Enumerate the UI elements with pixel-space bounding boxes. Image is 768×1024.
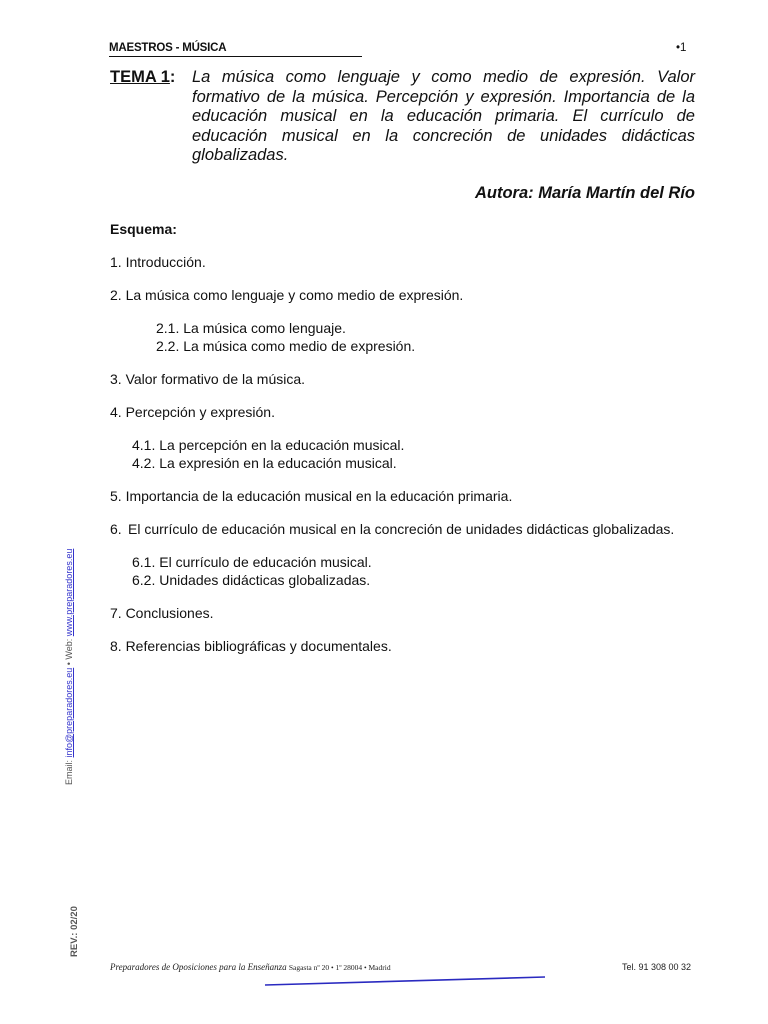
outline-item: 8. Referencias bibliográficas y documentales. — [110, 638, 392, 654]
tema-label-colon: : — [169, 68, 176, 86]
tema-label-text: TEMA 1 — [110, 68, 170, 86]
web-link[interactable]: www.preparadores.eu — [64, 548, 74, 637]
separator-dot: • — [64, 662, 74, 666]
outline-subitem: 2.1. La música como lenguaje. — [156, 320, 346, 336]
web-label: Web: — [64, 638, 74, 660]
outline-item: 2. La música como lenguaje y como medio de expresión. — [110, 287, 464, 303]
tema-title: La música como lenguaje y como medio de expresión. Valor formativo de la música. Percepción y expresión. Importancia de la educación musical en la educación primaria. El currículo de educación musical en la concreción de unidades didácticas globalizadas. — [192, 68, 695, 164]
outline-item: 1. Introducción. — [110, 254, 206, 270]
outline-item: 4. Percepción y expresión. — [110, 404, 275, 420]
header-title: MAESTROS - MÚSICA — [109, 42, 362, 57]
page-number: •1 — [676, 42, 687, 54]
outline-item: 7. Conclusiones. — [110, 605, 214, 621]
footer-stroke — [265, 977, 545, 985]
email-label: Email: — [64, 759, 74, 785]
outline-item-text: El currículo de educación musical en la concreción de unidades didácticas globalizadas. — [128, 521, 675, 537]
outline-subitem: 6.2. Unidades didácticas globalizadas. — [132, 572, 371, 588]
outline-subitem: 2.2. La música como medio de expresión. — [156, 338, 416, 354]
revision-label: REV.: 02/20 — [69, 906, 80, 957]
outline-item: 3. Valor formativo de la música. — [110, 371, 306, 387]
outline-subitem: 6.1. El currículo de educación musical. — [132, 554, 372, 570]
outline-item: 5. Importancia de la educación musical en la educación primaria. — [110, 488, 513, 504]
outline-subitem: 4.2. La expresión en la educación musical. — [132, 455, 397, 471]
outline-item-number: 6. — [110, 521, 122, 537]
email-link[interactable]: info@preparadores.eu — [64, 667, 74, 758]
outline-subitem: 4.1. La percepción en la educación musical. — [132, 437, 405, 453]
footer-org-name: Preparadores de Oposiciones para la Enseñanza — [110, 962, 287, 972]
outline-heading: Esquema: — [110, 221, 177, 237]
footer-phone: Tel. 91 308 00 32 — [622, 962, 692, 972]
footer-address: Sagasta nº 20 • 1º 28004 • Madrid — [288, 963, 391, 972]
author: Autora: María Martín del Río — [474, 184, 695, 202]
